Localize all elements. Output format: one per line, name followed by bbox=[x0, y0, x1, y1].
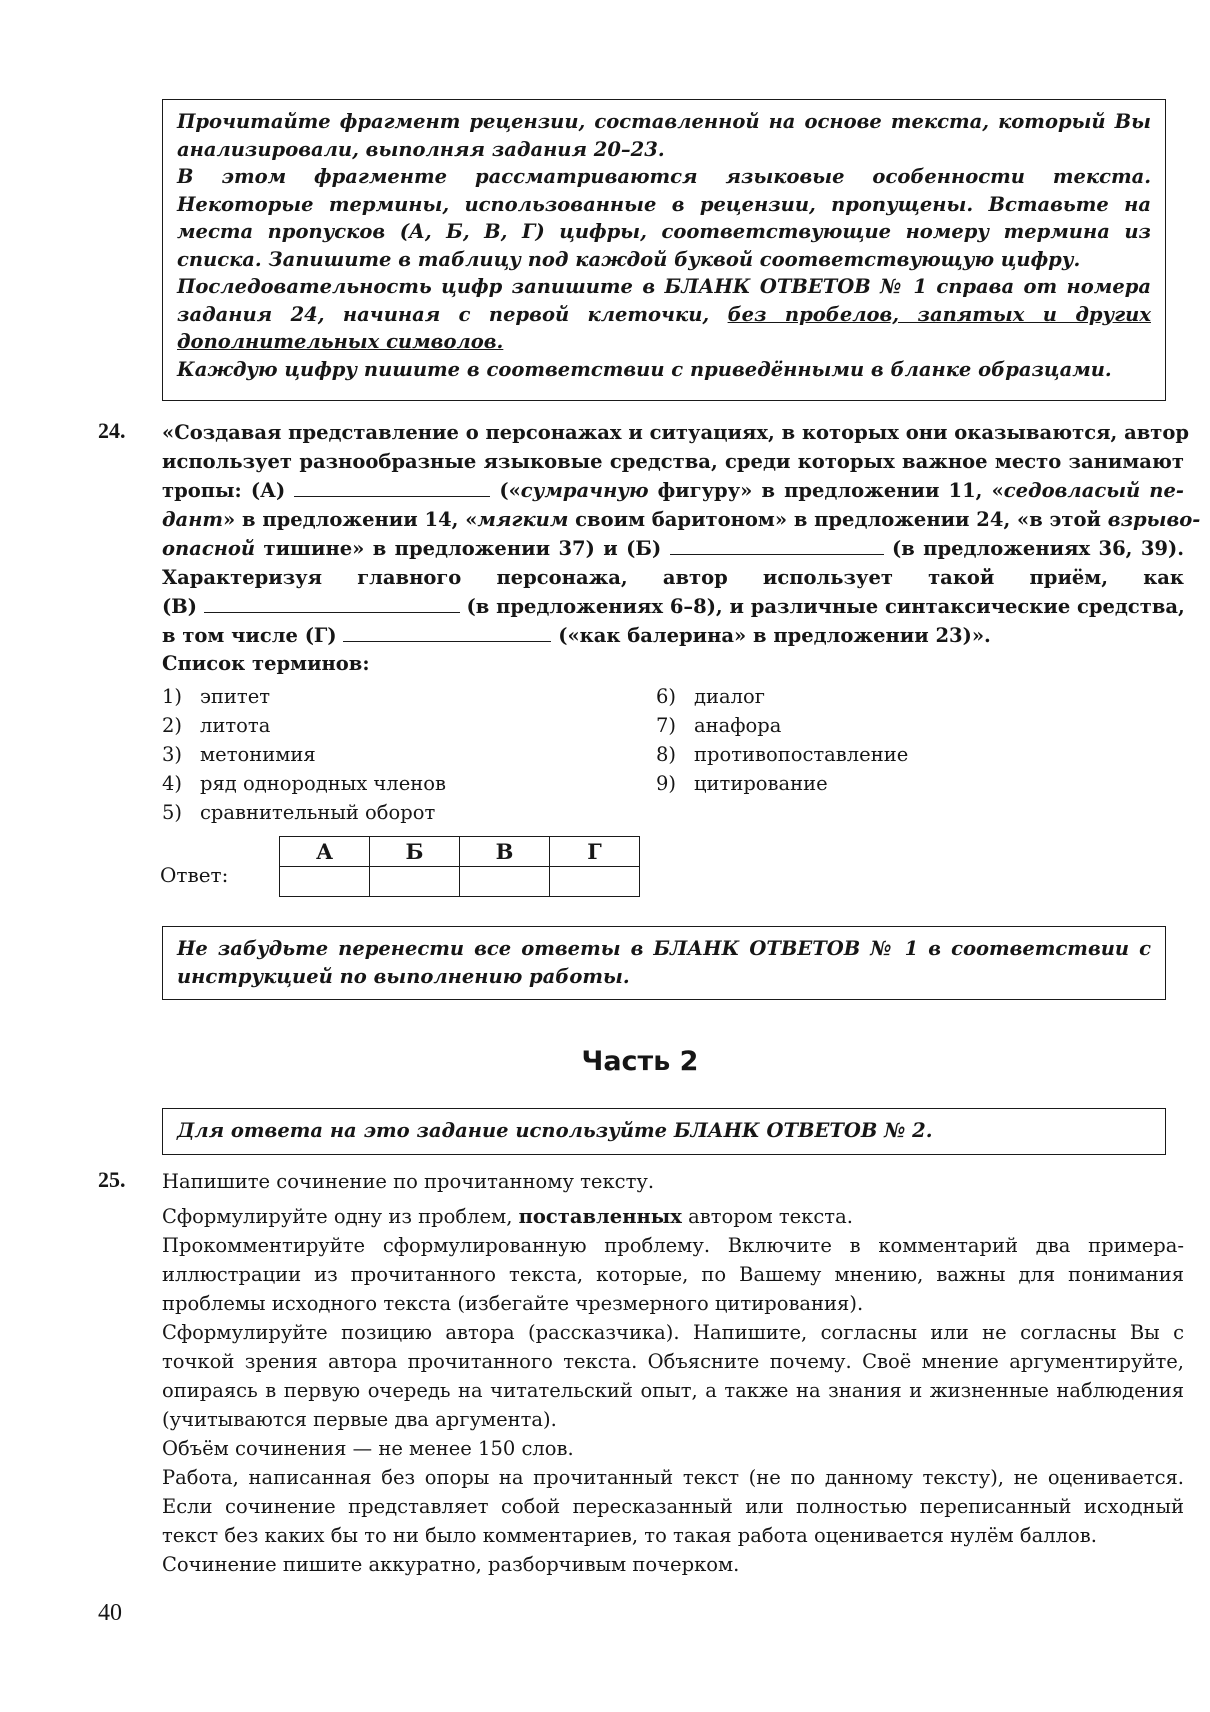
blank-v[interactable] bbox=[204, 592, 460, 613]
term-item: 9) цитирование bbox=[656, 772, 828, 795]
task-25-paragraph: Прокомментируйте сформулированную проблему. Включите в комментарий два примера-иллюстрации из прочитанного текста, которые, по Вашему мнению, важны для понимания проблемы исходного текста (избегайте чрезмерного цитирования). bbox=[162, 1234, 1184, 1315]
answer-cell-v[interactable] bbox=[460, 867, 550, 897]
term-item: 4) ряд однородных членов bbox=[162, 772, 446, 795]
term-item: 8) противопоставление bbox=[656, 743, 909, 766]
task-24-line: опасной тишине» в предложении 37) и (Б) (в предложениях 36, 39). bbox=[162, 534, 1184, 563]
part-2-box-text: Для ответа на это задание используйте БЛАНК ОТВЕТОВ № 2. bbox=[177, 1119, 933, 1142]
task-25-number: 25. bbox=[98, 1167, 126, 1192]
instruction-line-3-start: Последовательность цифр запишите в БЛАНК ОТВЕТОВ № 1 справа от номера задания 24, начиная с первой клеточки, bbox=[177, 275, 1151, 326]
answer-cell-b[interactable] bbox=[370, 867, 460, 897]
reminder-text: Не забудьте перенести все ответы в БЛАНК ОТВЕТОВ № 1 в соответствии с инструкцией по выполнению работы. bbox=[177, 937, 1151, 988]
task-24-line: в том числе (Г) («как балерина» в предложении 23)». bbox=[162, 621, 1184, 650]
term-item: 6) диалог bbox=[656, 685, 765, 708]
part-2-box bbox=[162, 1108, 1166, 1155]
task-25-paragraph: Сформулируйте одну из проблем, поставленных автором текста. bbox=[162, 1205, 853, 1228]
task-25-paragraph: Работа, написанная без опоры на прочитанный текст (не по данному тексту), не оценивается. Если сочинение представляет собой пересказанный или полностью переписанный исходный текст без каких бы то ни было комментариев, то такая работа оценивается нулём баллов. bbox=[162, 1466, 1184, 1547]
blank-b[interactable] bbox=[670, 534, 884, 555]
task-24-line: «Создавая представление о персонажах и ситуациях, в которых они оказываются, автор bbox=[162, 421, 1189, 444]
blank-a[interactable] bbox=[294, 476, 490, 497]
answer-header-g: Г bbox=[550, 837, 640, 867]
task-24-line: тропы: (А) («сумрачную фигуру» в предложении 11, «седовласый пе- bbox=[162, 476, 1184, 505]
answer-table bbox=[279, 836, 640, 897]
task-24-line: дант» в предложении 14, «мягким своим баритоном» в предложении 24, «в этой взрыво- bbox=[162, 508, 1201, 531]
task-25-text bbox=[162, 1167, 1184, 1579]
reminder-box bbox=[162, 926, 1166, 1000]
answer-header-b: Б bbox=[370, 837, 460, 867]
term-item: 7) анафора bbox=[656, 714, 782, 737]
term-item: 2) литота bbox=[162, 714, 271, 737]
answer-cell-a[interactable] bbox=[280, 867, 370, 897]
terms-title: Список терминов: bbox=[162, 652, 370, 675]
instruction-line-4: Каждую цифру пишите в соответствии с приведёнными в бланке образцами. bbox=[177, 357, 1112, 381]
term-item: 5) сравнительный оборот bbox=[162, 801, 436, 824]
task-24-text bbox=[162, 418, 1201, 650]
page-number: 40 bbox=[98, 1600, 122, 1626]
terms-left-column bbox=[162, 682, 446, 827]
instruction-line-2: В этом фрагменте рассматриваются языковые особенности текста. Некоторые термины, использованные в рецензии, пропущены. Вставьте на места пропусков (А, Б, В, Г) цифры, соответствующие номеру термина из списка. Запишите в таблицу под каждой буквой соответствующую цифру. bbox=[177, 165, 1151, 271]
instruction-line-1: Прочитайте фрагмент рецензии, составленной на основе текста, который Вы анализировали, выполняя задания 20–23. bbox=[177, 110, 1151, 161]
instruction-line-3-underlined: без пробелов, запятых и других дополнительных символов. bbox=[177, 302, 1151, 353]
answer-cell-g[interactable] bbox=[550, 867, 640, 897]
task-25-paragraph: Объём сочинения — не менее 150 слов. bbox=[162, 1437, 574, 1460]
task-25-paragraph: Напишите сочинение по прочитанному тексту. bbox=[162, 1170, 655, 1193]
term-item: 1) эпитет bbox=[162, 685, 271, 708]
answer-header-a: А bbox=[280, 837, 370, 867]
task-24-line: Характеризуя главного персонажа, автор использует такой приём, как bbox=[162, 566, 1184, 589]
task-25-paragraph: Сочинение пишите аккуратно, разборчивым почерком. bbox=[162, 1553, 740, 1576]
task-24-line: (В) (в предложениях 6–8), и различные синтаксические средства, bbox=[162, 592, 1184, 621]
instruction-line-3 bbox=[177, 273, 1151, 356]
task-24-number: 24. bbox=[98, 418, 126, 443]
term-item: 3) метонимия bbox=[162, 743, 316, 766]
instruction-box bbox=[162, 99, 1166, 401]
terms-right-column bbox=[656, 682, 908, 798]
blank-g[interactable] bbox=[343, 621, 551, 642]
answer-header-v: В bbox=[460, 837, 550, 867]
part-2-title: Часть 2 bbox=[581, 1046, 699, 1077]
answer-label: Ответ: bbox=[160, 863, 229, 887]
task-25-paragraph: Сформулируйте позицию автора (рассказчика). Напишите, согласны или не согласны Вы с точкой зрения автора прочитанного текста. Объясните почему. Своё мнение аргументируйте, опираясь в первую очередь на читательский опыт, а также на знания и жизненные наблюдения (учитываются первые два аргумента). bbox=[162, 1321, 1184, 1431]
task-24-line: использует разнообразные языковые средства, среди которых важное место занимают bbox=[162, 450, 1184, 473]
